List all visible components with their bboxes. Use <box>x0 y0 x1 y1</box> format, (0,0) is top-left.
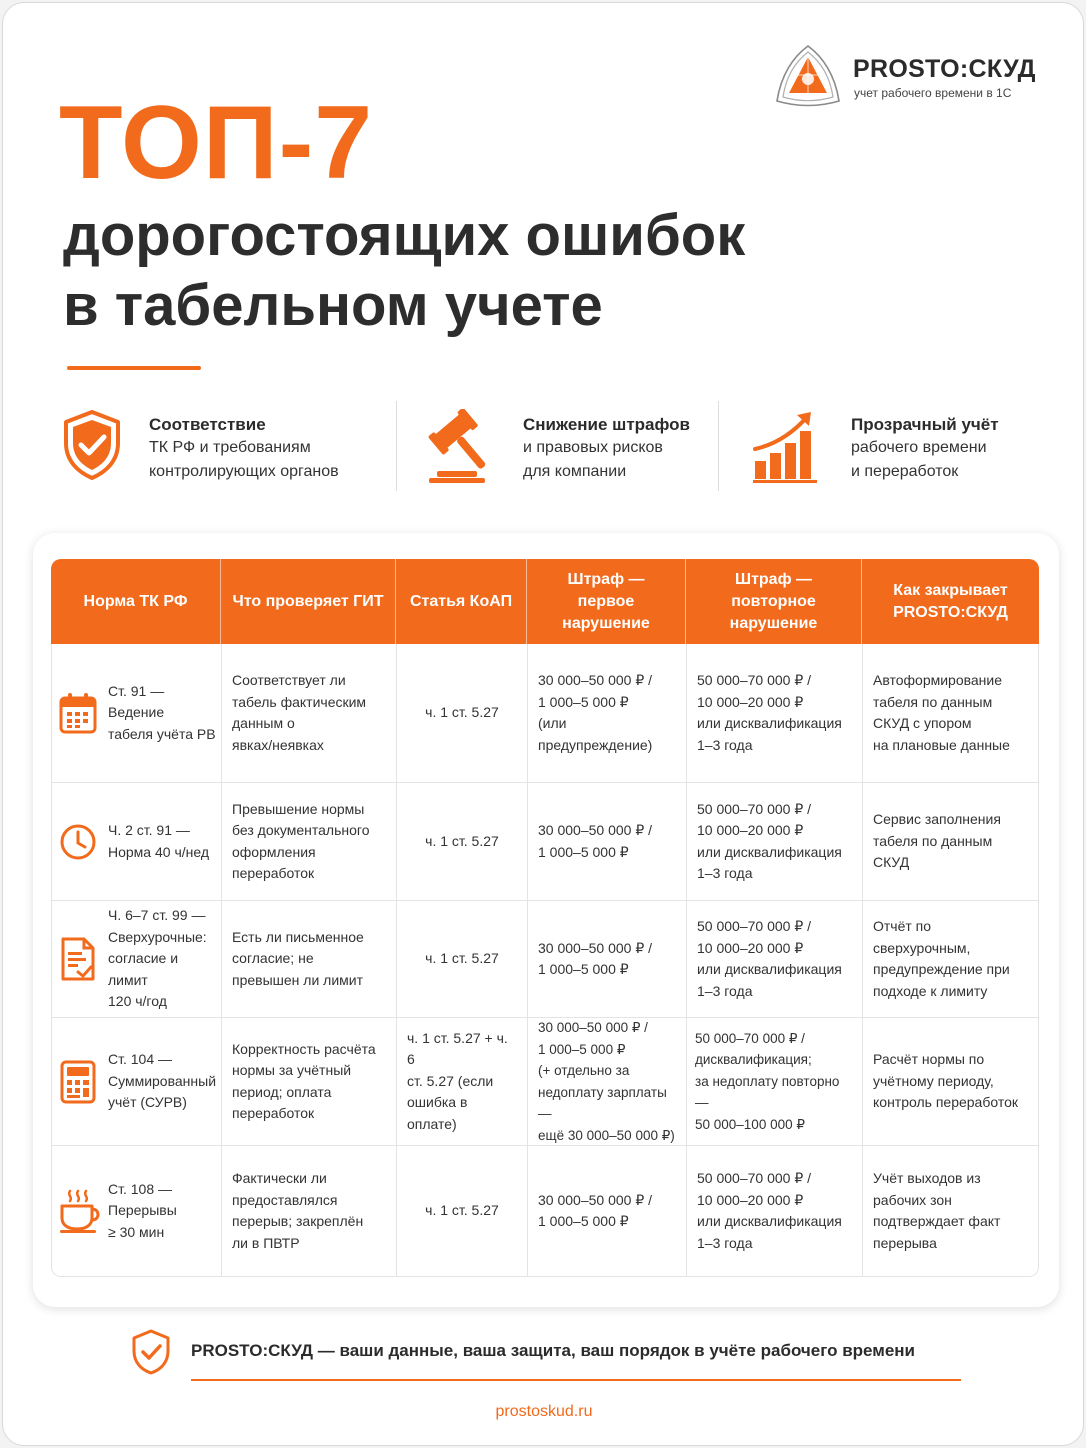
triangle-logo-icon <box>773 43 843 109</box>
feature-divider <box>396 401 397 491</box>
cell-article: ч. 1 ст. 5.27 <box>397 783 528 900</box>
table-card <box>33 533 1059 1307</box>
feature-transparency <box>751 407 1051 493</box>
cell-solution: Расчёт нормы по учётному периоду, контроль переработок <box>873 1051 1019 1111</box>
cell-article: ч. 1 ст. 5.27 <box>397 1146 528 1276</box>
feature-title: Снижение штрафов <box>523 415 690 434</box>
feature-fines <box>423 407 713 493</box>
cell-fine-first: 30 000–50 000 ₽ / 1 000–5 000 ₽ (или предупреждение) <box>528 644 687 782</box>
header-check: Что проверяет ГИТ <box>221 559 396 644</box>
brand-logo <box>773 43 1053 113</box>
calendar-icon <box>58 691 98 735</box>
cell-fine-repeat: 50 000–70 000 ₽ / 10 000–20 000 ₽ или дисквалификация 1–3 года <box>687 783 863 900</box>
table-row <box>52 783 1038 901</box>
cell-norm <box>52 1018 222 1145</box>
header-fine-first: Штраф — первое нарушение <box>527 559 686 644</box>
norm-text: Ч. 6–7 ст. 99 — Сверхурочные: согласие и лимит 120 ч/год <box>108 907 207 1010</box>
feature-divider <box>718 401 719 491</box>
feature-line-2: и переработок <box>851 463 959 480</box>
header-norm: Норма ТК РФ <box>51 559 221 644</box>
cell-check: Превышение нормы без документального оформления переработок <box>222 783 397 900</box>
brand-tagline: учет рабочего времени в 1С <box>854 86 1012 100</box>
infographic-page <box>2 2 1084 1446</box>
cell-article: ч. 1 ст. 5.27 <box>397 644 528 782</box>
table-row <box>52 644 1038 783</box>
coffee-cup-icon <box>58 1188 102 1234</box>
growth-chart-icon <box>751 409 823 485</box>
gavel-icon <box>423 409 503 485</box>
table-row <box>52 901 1038 1018</box>
cell-fine-first: 30 000–50 000 ₽ / 1 000–5 000 ₽ <box>528 901 687 1017</box>
feature-line-1: и правовых рисков <box>523 439 663 456</box>
cell-fine-first: 30 000–50 000 ₽ / 1 000–5 000 ₽ (+ отдельно за недоплату зарплаты — ещё 30 000–50 000 ₽) <box>528 1018 687 1145</box>
cell-norm <box>52 1146 222 1276</box>
cell-norm <box>52 783 222 900</box>
title-top: ТОП-7 <box>59 85 374 201</box>
cell-fine-repeat: 50 000–70 000 ₽ / 10 000–20 000 ₽ или дисквалификация 1–3 года <box>687 1146 863 1276</box>
header-solution: Как закрывает PROSTO:СКУД <box>893 581 1008 621</box>
table-row <box>52 1018 1038 1146</box>
cell-fine-repeat: 50 000–70 000 ₽ / дисквалификация; за недоплату повторно — 50 000–100 000 ₽ <box>687 1018 863 1145</box>
feature-line-1: рабочего времени <box>851 439 987 456</box>
norm-text: Ст. 91 — Ведение табеля учёта РВ <box>108 682 216 742</box>
cell-fine-first: 30 000–50 000 ₽ / 1 000–5 000 ₽ <box>528 1146 687 1276</box>
cell-check: Корректность расчёта нормы за учётный период; оплата переработок <box>222 1018 397 1145</box>
calculator-icon <box>58 1059 98 1105</box>
cell-check: Соответствует ли табель фактическим данным о явках/неявках <box>222 644 397 782</box>
cell-article: ч. 1 ст. 5.27 <box>397 901 528 1017</box>
cell-solution: Сервис заполнения табеля по данным СКУД <box>873 811 1001 871</box>
cell-fine-repeat: 50 000–70 000 ₽ / 10 000–20 000 ₽ или дисквалификация 1–3 года <box>687 644 863 782</box>
cell-solution: Отчёт по сверхурочным, предупреждение при подходе к лимиту <box>873 918 1010 999</box>
shield-check-icon <box>61 409 123 481</box>
header-article: Статья КоАП <box>396 559 527 644</box>
footer-url-link[interactable]: prostoskud.ru <box>495 1403 593 1420</box>
norm-text: Ч. 2 ст. 91 — Норма 40 ч/нед <box>108 822 210 860</box>
norm-text: Ст. 108 — Перерывы ≥ 30 мин <box>108 1180 177 1240</box>
cell-norm <box>52 901 222 1017</box>
title-line-2: в табельном учете <box>63 273 603 338</box>
cell-check: Фактически ли предоставлялся перерыв; закреплён ли в ПВТР <box>222 1146 397 1276</box>
feature-title: Прозрачный учёт <box>851 415 999 434</box>
brand-name: PROSTO:СКУД <box>853 55 1036 83</box>
header-fine-repeat: Штраф — повторное нарушение <box>686 559 862 644</box>
feature-title: Соответствие <box>149 415 266 434</box>
cell-solution: Учёт выходов из рабочих зон подтверждает факт перерыва <box>873 1170 1001 1251</box>
cell-solution: Автоформирование табеля по данным СКУД с упором на плановые данные <box>873 672 1010 753</box>
clock-icon <box>58 822 98 862</box>
feature-line-1: ТК РФ и требованиям <box>149 439 311 456</box>
cell-check: Есть ли письменное согласие; не превышен ли лимит <box>222 901 397 1017</box>
title-subtitle <box>63 201 745 341</box>
table-header <box>51 559 1039 644</box>
document-check-icon <box>58 936 98 982</box>
cell-fine-first: 30 000–50 000 ₽ / 1 000–5 000 ₽ <box>528 783 687 900</box>
cell-article: ч. 1 ст. 5.27 + ч. 6 ст. 5.27 (если ошибка в оплате) <box>397 1018 528 1145</box>
table-body <box>51 644 1039 1277</box>
shield-check-icon <box>131 1329 171 1375</box>
footer-rule <box>191 1379 961 1381</box>
norm-text: Ст. 104 — Суммированный учёт (СУРВ) <box>108 1051 217 1111</box>
title-line-1: дорогостоящих ошибок <box>63 203 746 268</box>
feature-compliance <box>61 407 381 493</box>
feature-line-2: контролирующих органов <box>149 463 339 480</box>
footer-slogan: PROSTO:СКУД — ваши данные, ваша защита, ваш порядок в учёте рабочего времени <box>191 1341 916 1360</box>
cell-fine-repeat: 50 000–70 000 ₽ / 10 000–20 000 ₽ или дисквалификация 1–3 года <box>687 901 863 1017</box>
table-row <box>52 1146 1038 1276</box>
title-underline <box>67 366 201 370</box>
feature-line-2: для компании <box>523 463 627 480</box>
cell-norm <box>52 644 222 782</box>
